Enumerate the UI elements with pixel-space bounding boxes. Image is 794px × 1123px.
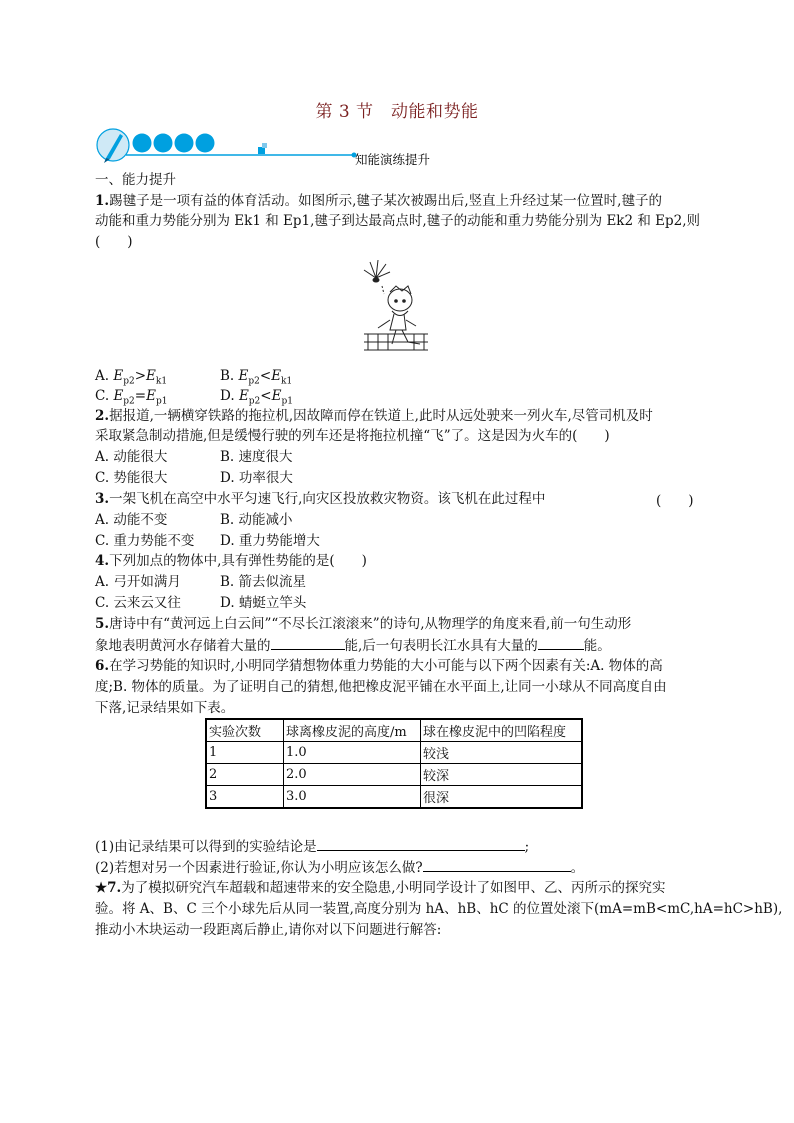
q3-option-b[interactable]: B. 动能减小 [220,512,293,528]
q5-blank-1[interactable] [271,635,345,650]
experiment-record-table [205,718,583,809]
q1-option-d[interactable]: D. $E_{p2}<E_{p1}$ [220,388,293,407]
table-cell: 3.0 [284,786,421,809]
table-cell: 1.0 [284,742,421,764]
q7-line1: ★7.为了模拟研究汽车超载和超速带来的安全隐患,小明同学设计了如图甲、乙、丙所示的探究实 [95,880,666,896]
table-header-cell: 实验次数 [206,719,284,742]
table-row [206,764,582,786]
q6-sub2: (2)若想对另一个因素进行验证,你认为小明应该怎么做? 。 [95,857,705,878]
q1-line1: 1.踢毽子是一项有益的体育活动。如图所示,毽子某次被踢出后,竖直上升经过某一位置时,毽子的 [95,193,662,209]
table-cell: 1 [206,742,284,764]
q3-line1: 3.一架飞机在高空中水平匀速飞行,向灾区投放救灾物资。该飞机在此过程中 [95,491,546,507]
table-cell: 2.0 [284,764,421,786]
table-cell: 3 [206,786,284,809]
q7-line2: 验。将 A、B、C 三个小球先后从同一装置,高度分别为 hA、hB、hC 的位置处滚下(mA=mB<mC,hA=hC>hB), [95,901,783,917]
q1-option-a[interactable]: A. $E_{p2}>E_{k1}$ [95,368,168,387]
table-cell: 2 [206,764,284,786]
q7-line3: 推动小木块运动一段距离后静止,请你对以下问题进行解答: [95,922,442,938]
q1-answer-paren: ( ) [95,234,133,250]
q3-option-c[interactable]: C. 重力势能不变 [95,533,195,549]
q4-option-a[interactable]: A. 弓开如满月 [95,574,181,590]
q4-option-d[interactable]: D. 蜻蜓立竿头 [220,595,307,611]
q6-sub1: (1)由记录结果可以得到的实验结论是 ; [95,836,705,857]
q1-line2: 动能和重力势能分别为 Ek1 和 Ep1,毽子到达最高点时,毽子的动能和重力势能分别为 Ek2 和 Ep2,则 [95,213,701,229]
decorative-dots [133,134,215,153]
q3-option-d[interactable]: D. 重力势能增大 [220,533,320,549]
q2-option-c[interactable]: C. 势能很大 [95,470,168,486]
table-header-row [206,719,582,742]
q1-option-c[interactable]: C. $E_{p2}=E_{p1}$ [95,388,168,407]
page-title: 第 3 节 动能和势能 [315,102,479,122]
table-row [206,742,582,764]
table-cell: 很深 [421,786,583,809]
q2-line2: 采取紧急制动措施,但是缓慢行驶的列车还是将拖拉机撞“飞”了。这是因为火车的( ) [95,428,610,444]
star-icon: ★ [95,880,108,896]
q6-line3: 下落,记录结果如下表。 [95,700,235,716]
q2-line1: 2.据报道,一辆横穿铁路的拖拉机,因故障而停在铁道上,此时从远处驶来一列火车,尽管司机及时 [95,408,653,424]
q2-option-b[interactable]: B. 速度很大 [220,449,293,465]
table-header-cell: 球离橡皮泥的高度/m [284,719,421,742]
table-cell: 较深 [421,764,583,786]
q5-line2: 象地表明黄河水存储着大量的 能,后一句表明长江水具有大量的 能。 [95,635,705,656]
q4-option-c[interactable]: C. 云来云又往 [95,595,181,611]
q6-line1: 6.在学习势能的知识时,小明同学猜想物体重力势能的大小可能与以下两个因素有关:A. 物体的高 [95,658,663,674]
table-cell: 较浅 [421,742,583,764]
table-row [206,786,582,809]
section-heading: 一、能力提升 [95,172,176,188]
q4-option-b[interactable]: B. 箭去似流星 [220,574,307,590]
small-squares-icon [258,143,267,154]
q5-blank-2[interactable] [538,635,584,650]
q2-option-d[interactable]: D. 功率很大 [220,470,293,486]
q3-option-a[interactable]: A. 动能不变 [95,512,168,528]
q6-blank-1[interactable] [317,836,525,851]
q1-option-b[interactable]: B. $E_{p2}<E_{k1}$ [220,368,293,387]
q5-line1: 5.唐诗中有“黄河远上白云间”“不尽长江滚滚来”的诗句,从物理学的角度来看,前一句生动形 [95,616,632,632]
q3-answer-paren: ( ) [656,493,694,509]
shuttlecock-kicking-figure [356,258,436,356]
banner-label: 知能演练提升 [355,152,431,167]
q2-option-a[interactable]: A. 动能很大 [95,449,168,465]
pen-circle-icon [97,129,129,163]
q6-blank-2[interactable] [423,857,571,872]
q4-line1: 4.下列加点的物体中,具有弹性势能的是( ) [95,553,367,569]
q6-line2: 度;B. 物体的质量。为了证明自己的猜想,他把橡皮泥平铺在水平面上,让同一小球从不同高度自由 [95,679,667,695]
table-header-cell: 球在橡皮泥中的凹陷程度 [421,719,583,742]
